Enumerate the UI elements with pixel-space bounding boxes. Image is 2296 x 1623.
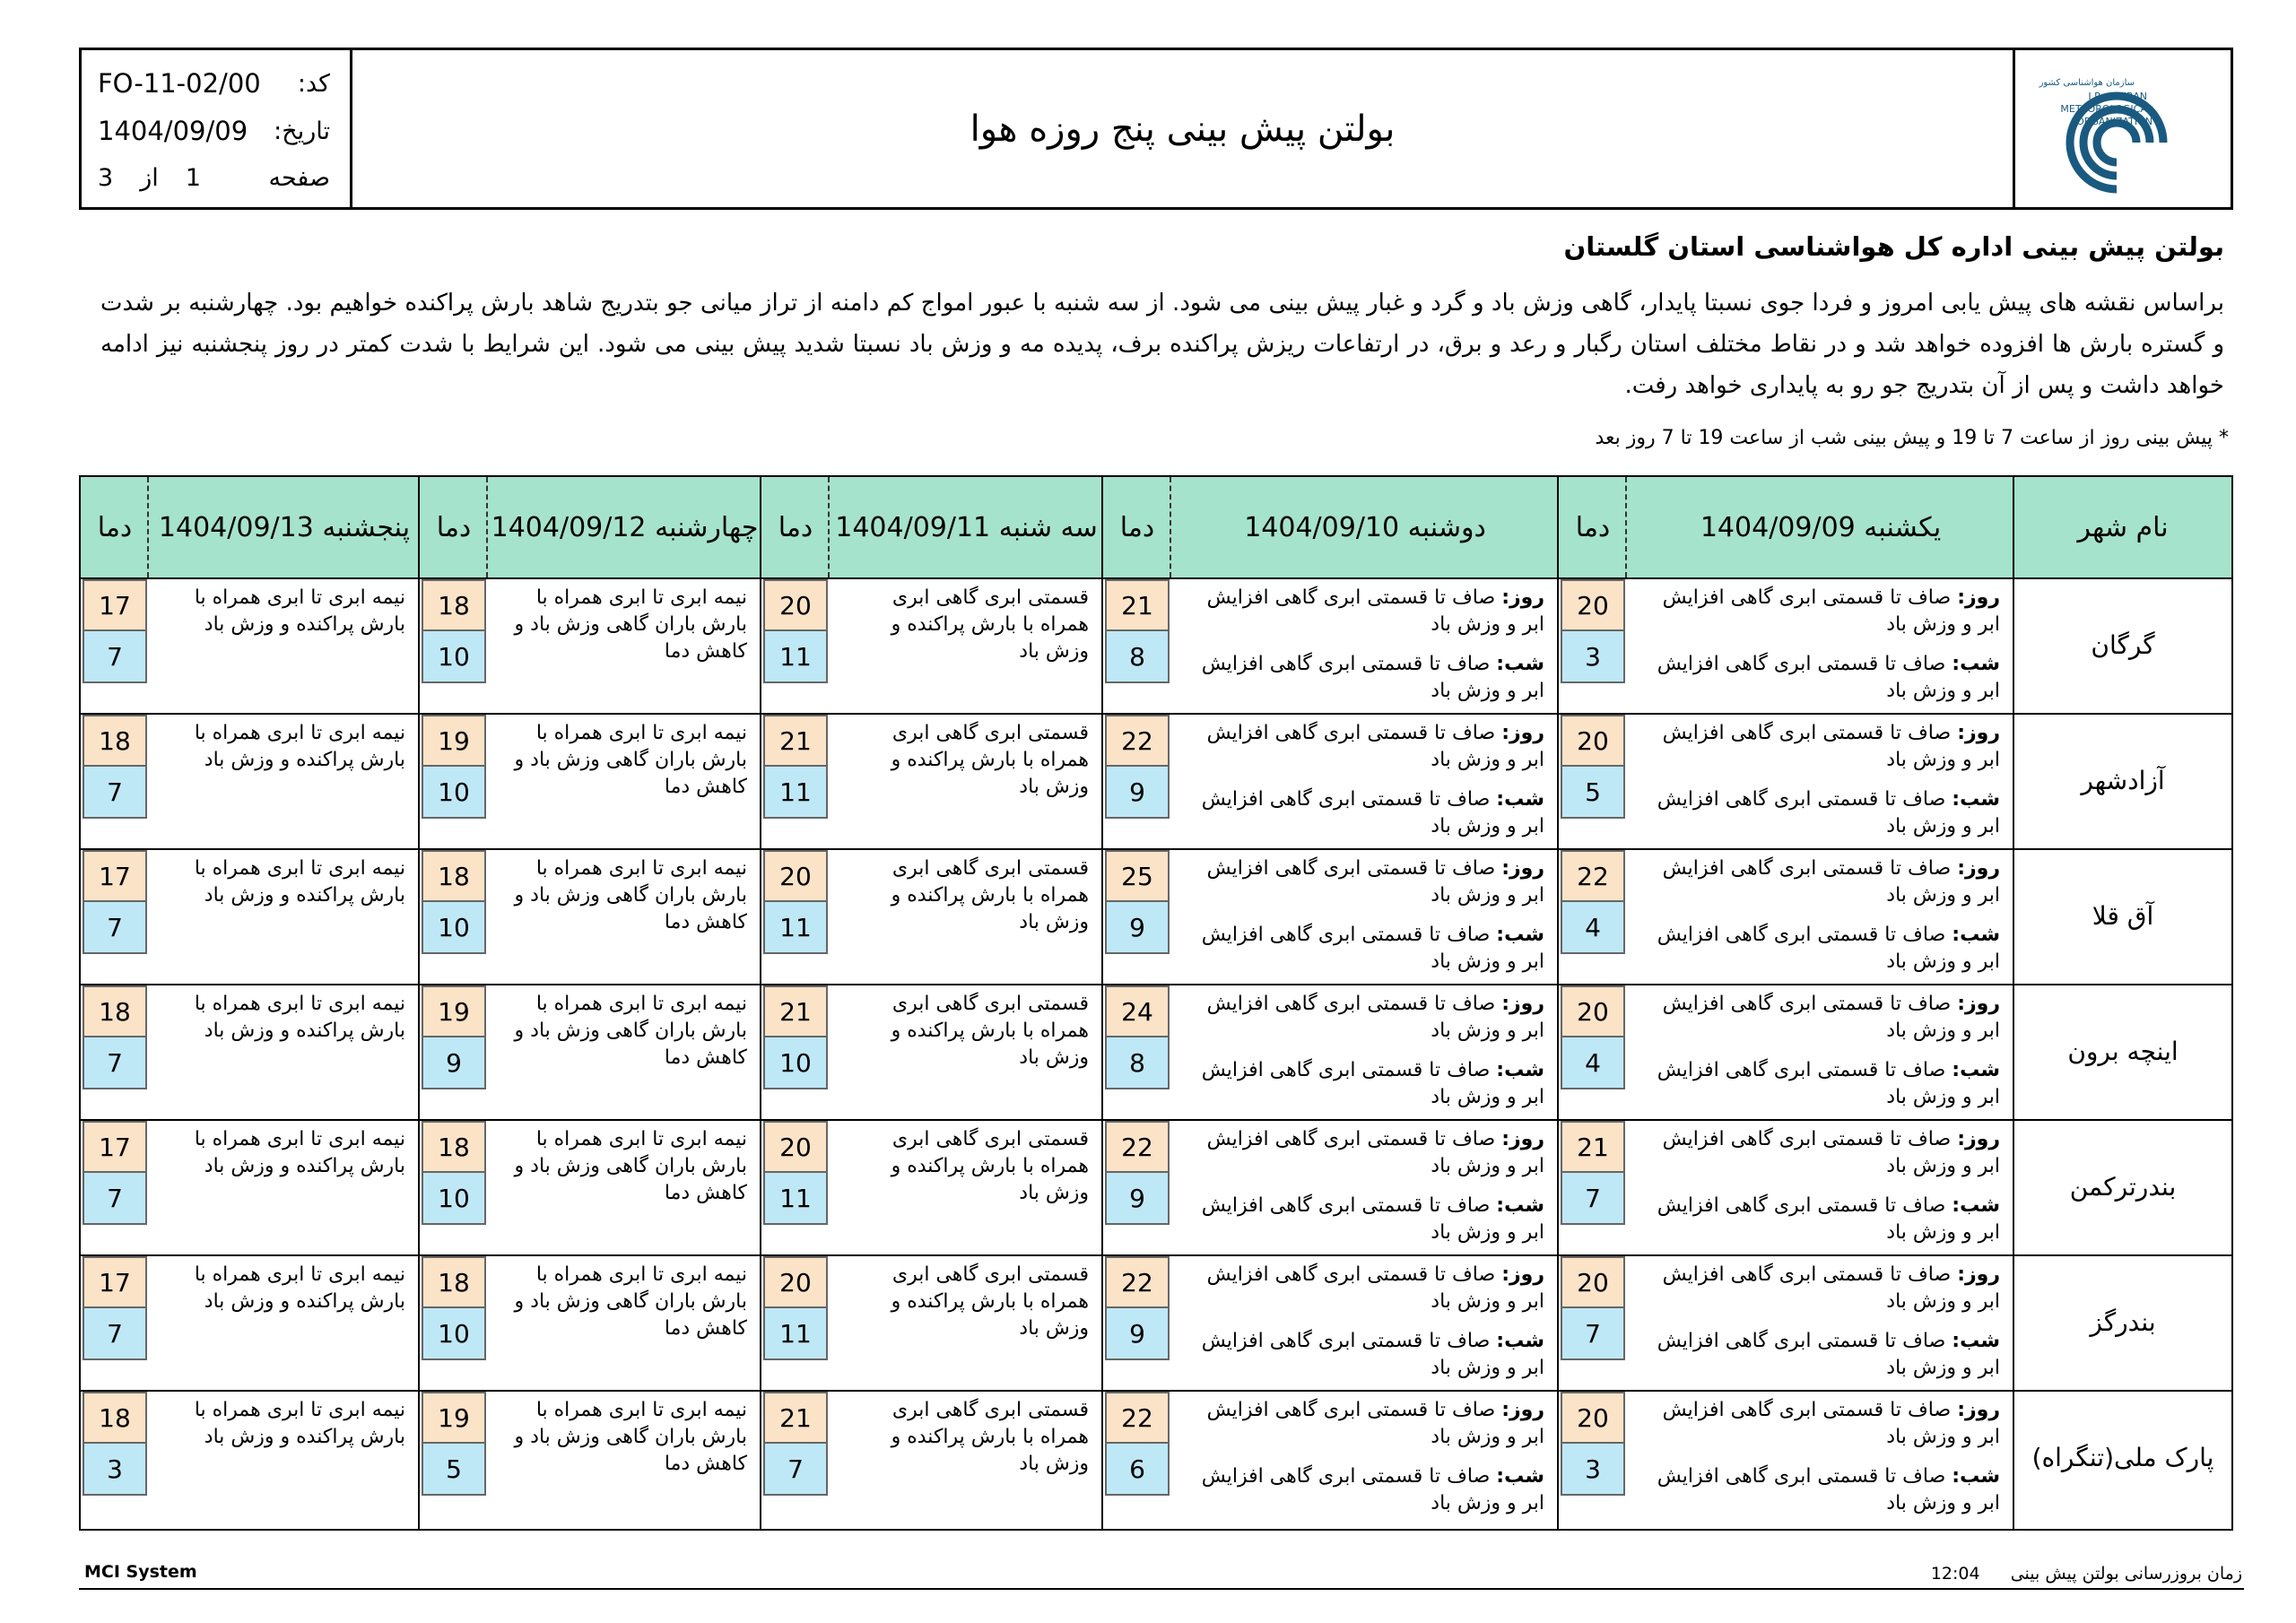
table-row — [81, 1119, 2231, 1256]
max-temp: 21 — [763, 1392, 828, 1444]
city-name: اینچه برون — [2067, 1037, 2179, 1066]
night-description: صاف تا قسمتی ابری گاهی افزایش ابر و وزش باد — [1657, 788, 2000, 838]
max-temp: 21 — [1105, 579, 1170, 631]
day-label: روز: — [1501, 586, 1544, 609]
night-label: شب: — [1952, 924, 2000, 946]
forecast-rows — [81, 577, 2231, 1529]
day-label: روز: — [1957, 1128, 2000, 1150]
day-header-4: چهارشنبه 1404/09/12 — [491, 511, 759, 543]
min-temp: 11 — [763, 1308, 828, 1360]
night-label: شب: — [1952, 1194, 2000, 1217]
day-header-2: دوشنبه 1404/09/10 — [1244, 511, 1486, 543]
max-temp: 20 — [1561, 715, 1625, 767]
min-temp: 7 — [1561, 1173, 1625, 1225]
bulletin-header — [79, 48, 2233, 210]
page-current: 1 — [185, 164, 201, 192]
update-label: زمان بروزرسانی بولتن پیش بینی — [2010, 1564, 2242, 1584]
max-temp: 22 — [1105, 1121, 1170, 1173]
max-temp: 22 — [1561, 850, 1625, 902]
day-forecast — [1186, 585, 1544, 638]
table-row — [81, 848, 2231, 985]
day-forecast: نیمه ابری تا ابری همراه با بارش پراکنده و وزش باد — [194, 857, 405, 907]
day-forecast — [1186, 991, 1544, 1045]
bulletin-summary-text: براساس نقشه های پیش یابی امروز و فردا جوی نسبتا پایدار، گاهی وزش باد و گرد و غبار پیش بینی می شود. از سه شنبه با عبور امواج کم دامنه از تراز میانی جو بتدریج شاهد بارش پراکنده خواهیم بود. چهارشنبه بر شدت و گستره بارش ها افزوده خواهد شد و در نقاط مختلف استان رگبار و رعد و برق، در ارتفاعات ریزش پراکنده برف، پدیده مه و وزش باد نسبتا شدید پیش بینی می شود. این شرایط با شدت کمتر در روز پنجشنبه نیز ادامه خواهد داشت و پس از آن بتدریج جو رو به پایداری خواهد رفت. — [100, 290, 2224, 399]
day-forecast: قسمتی ابری گاهی ابری همراه با بارش پراکنده و وزش باد — [891, 586, 1089, 663]
min-temp: 4 — [1561, 1037, 1625, 1089]
temp-header-4: دما — [436, 511, 472, 543]
table-row — [81, 984, 2231, 1121]
day-forecast — [1641, 855, 2000, 909]
max-temp: 20 — [1561, 1256, 1625, 1308]
logo-icon — [2029, 62, 2217, 196]
day-description: صاف تا قسمتی ابری گاهی افزایش ابر و وزش باد — [1206, 1128, 1544, 1177]
night-forecast — [1641, 922, 2000, 976]
table-row — [81, 1390, 2231, 1525]
max-temp: 18 — [83, 1392, 147, 1444]
city-name: بندرگز — [2090, 1307, 2156, 1337]
max-temp: 21 — [763, 985, 828, 1037]
max-temp: 19 — [422, 1392, 486, 1444]
max-temp: 22 — [1105, 715, 1170, 767]
min-temp: 10 — [422, 1308, 486, 1360]
day-forecast: نیمه ابری تا ابری همراه با بارش پراکنده و وزش باد — [194, 1263, 405, 1313]
max-temp: 18 — [422, 579, 486, 631]
city-column-header: نام شهر — [2077, 511, 2169, 543]
city-name: بندرترکمن — [2069, 1172, 2177, 1202]
min-temp: 9 — [1105, 1173, 1170, 1225]
day-forecast — [1641, 585, 2000, 638]
day-forecast — [1186, 1262, 1544, 1315]
min-temp: 10 — [763, 1037, 828, 1089]
min-temp: 3 — [1561, 631, 1625, 683]
night-label: شب: — [1496, 653, 1544, 675]
night-description: صاف تا قسمتی ابری گاهی افزایش ابر و وزش باد — [1201, 788, 1544, 838]
max-temp: 20 — [1561, 1392, 1625, 1444]
night-forecast — [1186, 786, 1544, 840]
max-temp: 17 — [83, 579, 147, 631]
day-label: روز: — [1957, 722, 2000, 744]
min-temp: 7 — [83, 631, 147, 683]
night-label: شب: — [1496, 788, 1544, 811]
day-forecast — [1641, 720, 2000, 774]
night-forecast — [1186, 1328, 1544, 1382]
day-header-1: یکشنبه 1404/09/09 — [1700, 511, 1942, 543]
day-label: روز: — [1501, 993, 1544, 1015]
day-forecast: نیمه ابری تا ابری همراه با بارش باران گاهی وزش باد و کاهش دما — [514, 1128, 747, 1204]
max-temp: 18 — [422, 850, 486, 902]
day-forecast: نیمه ابری تا ابری همراه با بارش پراکنده و وزش باد — [194, 722, 405, 771]
day-forecast: نیمه ابری تا ابری همراه با بارش پراکنده و وزش باد — [194, 586, 405, 636]
logo-en-line-1: I.R. OF IRAN — [2088, 90, 2147, 102]
night-forecast — [1641, 1328, 2000, 1382]
night-description: صاف تا قسمتی ابری گاهی افزایش ابر و وزش باد — [1201, 1194, 1544, 1244]
min-temp: 7 — [83, 1173, 147, 1225]
day-forecast — [1641, 1397, 2000, 1451]
document-meta — [82, 50, 350, 207]
day-forecast: نیمه ابری تا ابری همراه با بارش پراکنده و وزش باد — [194, 1128, 405, 1177]
day-forecast: نیمه ابری تا ابری همراه با بارش پراکنده و وزش باد — [194, 993, 405, 1042]
max-temp: 18 — [83, 715, 147, 767]
system-name: MCI System — [84, 1562, 197, 1582]
date-label: تاریخ: — [274, 117, 330, 145]
day-description: صاف تا قسمتی ابری گاهی افزایش ابر و وزش باد — [1662, 722, 2000, 771]
min-temp: 10 — [422, 1173, 486, 1225]
logo-en-line-3: ORGANIZATION — [2076, 115, 2152, 127]
day-forecast: قسمتی ابری گاهی ابری همراه با بارش پراکنده و وزش باد — [891, 1399, 1089, 1475]
night-label: شب: — [1952, 788, 2000, 811]
min-temp: 9 — [1105, 1308, 1170, 1360]
day-forecast — [1186, 1397, 1544, 1451]
max-temp: 25 — [1105, 850, 1170, 902]
min-temp: 9 — [422, 1037, 486, 1089]
night-forecast — [1641, 651, 2000, 705]
night-description: صاف تا قسمتی ابری گاهی افزایش ابر و وزش باد — [1201, 1330, 1544, 1379]
day-label: روز: — [1957, 857, 2000, 880]
city-name: آزادشهر — [2081, 766, 2165, 795]
night-label: شب: — [1496, 1059, 1544, 1081]
night-description: صاف تا قسمتی ابری گاهی افزایش ابر و وزش باد — [1201, 1059, 1544, 1108]
day-forecast — [1641, 1126, 2000, 1180]
day-label: روز: — [1501, 1399, 1544, 1421]
day-description: صاف تا قسمتی ابری گاهی افزایش ابر و وزش باد — [1206, 1263, 1544, 1313]
max-temp: 20 — [1561, 579, 1625, 631]
night-forecast — [1186, 1463, 1544, 1517]
bulletin-heading: بولتن پیش بینی اداره کل هواشناسی استان گلستان — [1563, 231, 2224, 262]
table-row — [81, 1254, 2231, 1392]
night-label: شب: — [1496, 1465, 1544, 1488]
page-label: صفحه — [268, 164, 330, 192]
night-forecast — [1641, 1057, 2000, 1111]
day-description: صاف تا قسمتی ابری گاهی افزایش ابر و وزش باد — [1662, 1128, 2000, 1177]
day-forecast: نیمه ابری تا ابری همراه با بارش باران گاهی وزش باد و کاهش دما — [514, 722, 747, 798]
temp-header-5: دما — [97, 511, 133, 543]
page-title: بولتن پیش بینی پنج روزه هوا — [970, 108, 1396, 150]
day-description: صاف تا قسمتی ابری گاهی افزایش ابر و وزش باد — [1206, 722, 1544, 771]
logo-en-line-2: METEOROLOGICAL — [2060, 102, 2152, 115]
max-temp: 22 — [1105, 1256, 1170, 1308]
day-forecast: نیمه ابری تا ابری همراه با بارش باران گاهی وزش باد و کاهش دما — [514, 586, 747, 663]
day-label: روز: — [1501, 1128, 1544, 1150]
day-description: صاف تا قسمتی ابری گاهی افزایش ابر و وزش باد — [1206, 1399, 1544, 1448]
table-row — [81, 577, 2231, 715]
day-forecast: نیمه ابری تا ابری همراه با بارش باران گاهی وزش باد و کاهش دما — [514, 993, 747, 1069]
day-description: صاف تا قسمتی ابری گاهی افزایش ابر و وزش باد — [1206, 586, 1544, 636]
day-description: صاف تا قسمتی ابری گاهی افزایش ابر و وزش باد — [1662, 1399, 2000, 1448]
min-temp: 9 — [1105, 902, 1170, 954]
max-temp: 21 — [763, 715, 828, 767]
min-temp: 7 — [1561, 1308, 1625, 1360]
min-temp: 5 — [1561, 767, 1625, 819]
min-temp: 5 — [422, 1444, 486, 1496]
min-temp: 10 — [422, 767, 486, 819]
day-forecast — [1186, 855, 1544, 909]
min-temp: 11 — [763, 767, 828, 819]
night-label: شب: — [1952, 653, 2000, 675]
night-forecast — [1186, 1057, 1544, 1111]
day-forecast: قسمتی ابری گاهی ابری همراه با بارش پراکنده و وزش باد — [891, 722, 1089, 798]
city-name: گرگان — [2091, 630, 2155, 660]
max-temp: 19 — [422, 985, 486, 1037]
max-temp: 21 — [1561, 1121, 1625, 1173]
min-temp: 10 — [422, 631, 486, 683]
min-temp: 11 — [763, 902, 828, 954]
page-total: 3 — [98, 164, 114, 192]
day-forecast: قسمتی ابری گاهی ابری همراه با بارش پراکنده و وزش باد — [891, 993, 1089, 1069]
max-temp: 18 — [422, 1256, 486, 1308]
max-temp: 17 — [83, 850, 147, 902]
city-name: آق قلا — [2092, 901, 2154, 931]
day-description: صاف تا قسمتی ابری گاهی افزایش ابر و وزش باد — [1662, 857, 2000, 907]
day-forecast: نیمه ابری تا ابری همراه با بارش باران گاهی وزش باد و کاهش دما — [514, 857, 747, 933]
night-label: شب: — [1952, 1330, 2000, 1352]
day-description: صاف تا قسمتی ابری گاهی افزایش ابر و وزش باد — [1662, 586, 2000, 636]
footer-divider — [79, 1588, 2244, 1590]
temp-header-1: دما — [1575, 511, 1611, 543]
max-temp: 19 — [422, 715, 486, 767]
temp-header-3: دما — [778, 511, 813, 543]
max-temp: 18 — [83, 985, 147, 1037]
min-temp: 8 — [1105, 1037, 1170, 1089]
day-forecast: نیمه ابری تا ابری همراه با بارش پراکنده و وزش باد — [194, 1399, 405, 1448]
night-label: شب: — [1496, 924, 1544, 946]
min-temp: 4 — [1561, 902, 1625, 954]
code-label: کد: — [297, 69, 330, 98]
day-header-3: سه شنبه 1404/09/11 — [835, 511, 1098, 543]
min-temp: 3 — [1561, 1444, 1625, 1496]
day-label: روز: — [1957, 1263, 2000, 1286]
night-label: شب: — [1952, 1465, 2000, 1488]
night-description: صاف تا قسمتی ابری گاهی افزایش ابر و وزش باد — [1657, 1465, 2000, 1515]
day-forecast — [1641, 991, 2000, 1045]
day-description: صاف تا قسمتی ابری گاهی افزایش ابر و وزش باد — [1662, 993, 2000, 1042]
page-number — [98, 164, 201, 192]
max-temp: 20 — [763, 579, 828, 631]
day-forecast — [1186, 1126, 1544, 1180]
night-forecast — [1186, 922, 1544, 976]
min-temp: 3 — [83, 1444, 147, 1496]
date-value: 1404/09/09 — [98, 116, 248, 146]
min-temp: 9 — [1105, 767, 1170, 819]
max-temp: 18 — [422, 1121, 486, 1173]
night-label: شب: — [1496, 1194, 1544, 1217]
day-forecast: نیمه ابری تا ابری همراه با بارش باران گاهی وزش باد و کاهش دما — [514, 1399, 747, 1475]
min-temp: 7 — [83, 902, 147, 954]
temp-header-2: دما — [1119, 511, 1155, 543]
max-temp: 22 — [1105, 1392, 1170, 1444]
min-temp: 7 — [83, 767, 147, 819]
code-value: FO-11-02/00 — [98, 68, 261, 99]
max-temp: 24 — [1105, 985, 1170, 1037]
day-forecast: قسمتی ابری گاهی ابری همراه با بارش پراکنده و وزش باد — [891, 1128, 1089, 1204]
city-name: پارک ملی(تنگراه) — [2031, 1443, 2214, 1472]
day-label: روز: — [1957, 1399, 2000, 1421]
day-label: روز: — [1501, 722, 1544, 744]
night-label: شب: — [1952, 1059, 2000, 1081]
day-description: صاف تا قسمتی ابری گاهی افزایش ابر و وزش باد — [1206, 857, 1544, 907]
day-forecast: قسمتی ابری گاهی ابری همراه با بارش پراکنده و وزش باد — [891, 1263, 1089, 1340]
max-temp: 20 — [763, 850, 828, 902]
night-description: صاف تا قسمتی ابری گاهی افزایش ابر و وزش باد — [1201, 924, 1544, 973]
table-header-row — [81, 477, 2231, 579]
min-temp: 7 — [83, 1037, 147, 1089]
night-description: صاف تا قسمتی ابری گاهی افزایش ابر و وزش باد — [1657, 1059, 2000, 1108]
meteorological-organization-logo — [2015, 50, 2231, 207]
min-temp: 11 — [763, 631, 828, 683]
min-temp: 11 — [763, 1173, 828, 1225]
page-of: از — [140, 164, 159, 192]
day-forecast: نیمه ابری تا ابری همراه با بارش باران گاهی وزش باد و کاهش دما — [514, 1263, 747, 1340]
max-temp: 20 — [763, 1121, 828, 1173]
min-temp: 7 — [763, 1444, 828, 1496]
max-temp: 17 — [83, 1121, 147, 1173]
night-description: صاف تا قسمتی ابری گاهی افزایش ابر و وزش باد — [1657, 1194, 2000, 1244]
night-description: صاف تا قسمتی ابری گاهی افزایش ابر و وزش باد — [1657, 924, 2000, 973]
min-temp: 10 — [422, 902, 486, 954]
update-time-info — [1931, 1564, 2242, 1584]
night-forecast — [1641, 786, 2000, 840]
night-forecast — [1186, 651, 1544, 705]
night-forecast — [1186, 1193, 1544, 1246]
table-row — [81, 713, 2231, 850]
day-label: روز: — [1957, 586, 2000, 609]
min-temp: 7 — [83, 1308, 147, 1360]
forecast-table — [79, 475, 2233, 1531]
night-description: صاف تا قسمتی ابری گاهی افزایش ابر و وزش باد — [1657, 653, 2000, 702]
day-header-5: پنجشنبه 1404/09/13 — [158, 511, 411, 543]
night-forecast — [1641, 1193, 2000, 1246]
night-description: صاف تا قسمتی ابری گاهی افزایش ابر و وزش باد — [1201, 653, 1544, 702]
logo-fa-text: سازمان هواشناسی کشور — [2039, 77, 2135, 88]
day-label: روز: — [1957, 993, 2000, 1015]
night-label: شب: — [1496, 1330, 1544, 1352]
day-forecast: قسمتی ابری گاهی ابری همراه با بارش پراکنده و وزش باد — [891, 857, 1089, 933]
update-time: 12:04 — [1930, 1564, 1980, 1584]
night-description: صاف تا قسمتی ابری گاهی افزایش ابر و وزش باد — [1201, 1465, 1544, 1515]
day-forecast — [1186, 720, 1544, 774]
day-forecast — [1641, 1262, 2000, 1315]
day-description: صاف تا قسمتی ابری گاهی افزایش ابر و وزش باد — [1206, 993, 1544, 1042]
forecast-time-note: * پیش بینی روز از ساعت 7 تا 19 و پیش بینی شب از ساعت 19 تا 7 روز بعد — [1595, 427, 2229, 449]
day-label: روز: — [1501, 857, 1544, 880]
max-temp: 20 — [1561, 985, 1625, 1037]
day-label: روز: — [1501, 1263, 1544, 1286]
max-temp: 17 — [83, 1256, 147, 1308]
night-description: صاف تا قسمتی ابری گاهی افزایش ابر و وزش باد — [1657, 1330, 2000, 1379]
max-temp: 20 — [763, 1256, 828, 1308]
min-temp: 8 — [1105, 631, 1170, 683]
night-forecast — [1641, 1463, 2000, 1517]
day-description: صاف تا قسمتی ابری گاهی افزایش ابر و وزش باد — [1662, 1263, 2000, 1313]
min-temp: 6 — [1105, 1444, 1170, 1496]
